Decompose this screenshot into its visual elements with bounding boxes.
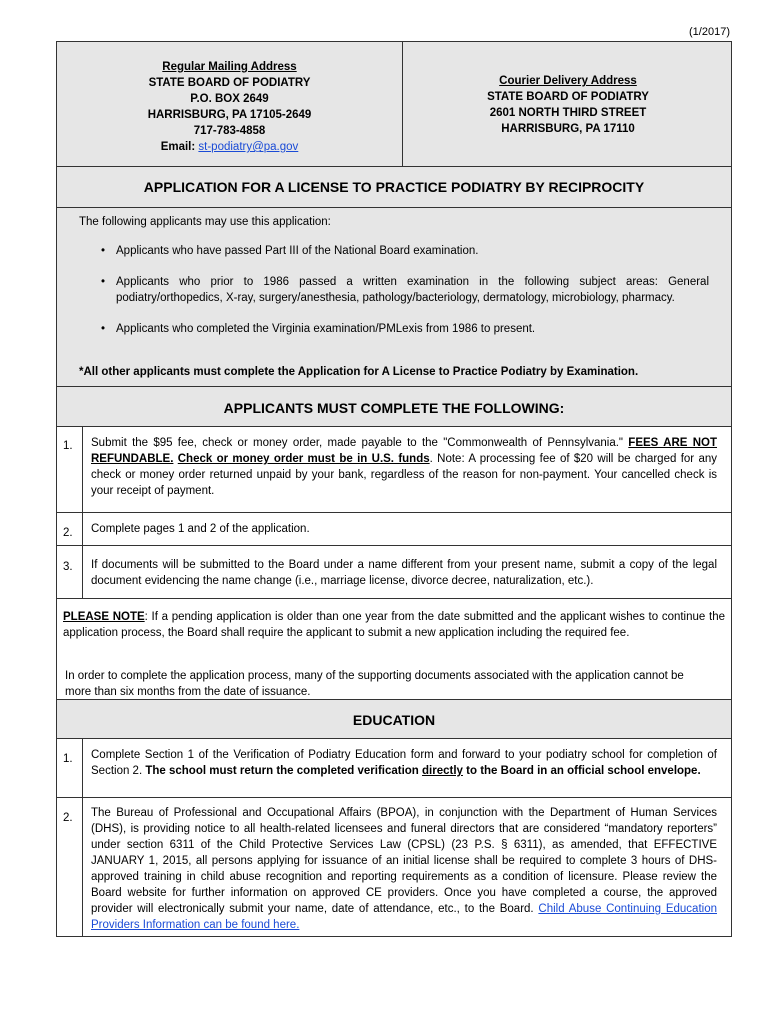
courier-line2: 2601 NORTH THIRD STREET: [489, 107, 647, 119]
supporting-docs-note: In order to complete the application process, many of the supporting documents associated with the application cannot be more than six months from the date of issuance.: [65, 670, 684, 698]
mailing-line1: STATE BOARD OF PODIATRY: [148, 77, 311, 89]
all-other-note: *All other applicants must complete the Application for A License to Practice Podiatry by Examination.: [79, 366, 639, 378]
item-number: 2.: [57, 798, 83, 937]
requirement-row-3: [57, 545, 731, 598]
title-bar: [57, 166, 731, 207]
mailing-address: [57, 59, 402, 155]
fees-not-refundable: FEES ARE NOT REFUNDABLE.: [91, 437, 718, 465]
education-row-2: [57, 797, 731, 937]
education-heading: EDUCATION: [352, 712, 436, 728]
page-title: APPLICATION FOR A LICENSE TO PRACTICE PODIATRY BY RECIPROCITY: [143, 179, 645, 195]
courier-address: [403, 73, 733, 137]
training-notice-text: The Bureau of Professional and Occupational Affairs (BPOA), in conjunction with the Department of Human Services (DHS), is providing notice to all health-related licensees and funeral directors that are considered “mandatory reporters” under section 6311 of the Child Protective Services Law (CPSL) (23 P.S. § 6311), as amended, that EFFECTIVE JANUARY 1, 2015, all persons applying for issuance of an initial license shall be required to complete 3 hours of DHS-approved training in child abuse recognition and reporting requirements as a condition of licensure. Please review the Board website for further information on approved CE providers. Once you have completed a course, the approved provider will electronically submit your name, date of attendance, etc., to the Board.: [91, 807, 717, 915]
please-note-text: [63, 609, 725, 641]
please-note-label: PLEASE NOTE: [63, 611, 145, 623]
name-change-text: If documents will be submitted to the Board under a name different from your present name, submit a copy of the legal document evidencing the name change (i.e., marriage license, divorce decree, naturalization, etc.).: [91, 559, 717, 587]
us-funds-requirement: Check or money order must be in U.S. funds: [177, 453, 430, 465]
list-item: • Applicants who prior to 1986 passed a written examination in the following subject areas: General podiatry/orthopedics, X-ray, surgery/anesthesia, pathology/bacteriology, dermatology, microbiology, pharmacy.: [96, 274, 709, 306]
education-row-1: [57, 738, 731, 797]
school-return-text: The school must return the completed verification: [145, 765, 423, 777]
courier-heading: Courier Delivery Address: [499, 75, 637, 87]
mailing-line2: P.O. BOX 2649: [190, 93, 269, 105]
address-block: [57, 42, 731, 166]
email-link[interactable]: st-podiatry@pa.gov: [198, 141, 299, 153]
courier-line1: STATE BOARD OF PODIATRY: [487, 91, 649, 103]
must-complete-bar: [57, 386, 731, 426]
fee-text: Submit the $95 fee, check or money order, made payable to the "Commonwealth of Pennsylvania.": [91, 437, 629, 449]
eligibility-section: [57, 207, 731, 386]
email-label: Email:: [160, 141, 196, 153]
list-item: • Applicants who completed the Virginia examination/PMLexis from 1986 to present.: [96, 321, 709, 337]
item-number: 1.: [57, 427, 83, 512]
item-number: 2.: [57, 513, 83, 545]
requirement-row-2: [57, 512, 731, 545]
education-bar: [57, 699, 731, 738]
form-date: (1/2017): [689, 26, 730, 38]
directly-text: directly: [422, 765, 463, 777]
child-abuse-training-notice: [91, 805, 717, 933]
application-form: [56, 41, 732, 937]
must-complete-heading: APPLICANTS MUST COMPLETE THE FOLLOWING:: [223, 400, 565, 416]
mailing-line3: HARRISBURG, PA 17105-2649: [147, 109, 312, 121]
item-number: 3.: [57, 546, 83, 598]
eligibility-list: [96, 243, 709, 352]
courier-line3: HARRISBURG, PA 17110: [501, 123, 635, 135]
mailing-phone: 717-783-4858: [193, 125, 266, 137]
item-number: 1.: [57, 739, 83, 797]
official-envelope-text: to the Board in an official school envelope.: [462, 765, 701, 777]
mailing-email-row: [57, 139, 402, 155]
intro-text: The following applicants may use this application:: [79, 216, 331, 228]
list-item: • Applicants who have passed Part III of the National Board examination.: [96, 243, 709, 259]
please-note-body: : If a pending application is older than one year from the date submitted and the applicant wishes to continue the application process, the Board shall require the applicant to submit a new application including the required fee.: [63, 611, 725, 639]
complete-pages-text: Complete pages 1 and 2 of the application.: [91, 523, 310, 535]
requirement-row-1: [57, 426, 731, 512]
fee-instructions: [91, 435, 717, 499]
verification-text: Complete Section 1 of the Verification of Podiatry Education form and forward to your podiatry school for completion of Section 2.: [91, 749, 717, 777]
mailing-heading: Regular Mailing Address: [162, 61, 297, 73]
please-note-section: [57, 598, 731, 699]
verification-instructions: [91, 747, 717, 779]
providers-info-link[interactable]: Child Abuse Continuing Education Providers Information can be found here.: [91, 903, 717, 931]
processing-fee-note: . Note: A processing fee of $20 will be charged for any check or money order returned unpaid by your bank, regardless of the reason for non-payment. Your cancelled check is your receipt of payment.: [91, 453, 717, 497]
